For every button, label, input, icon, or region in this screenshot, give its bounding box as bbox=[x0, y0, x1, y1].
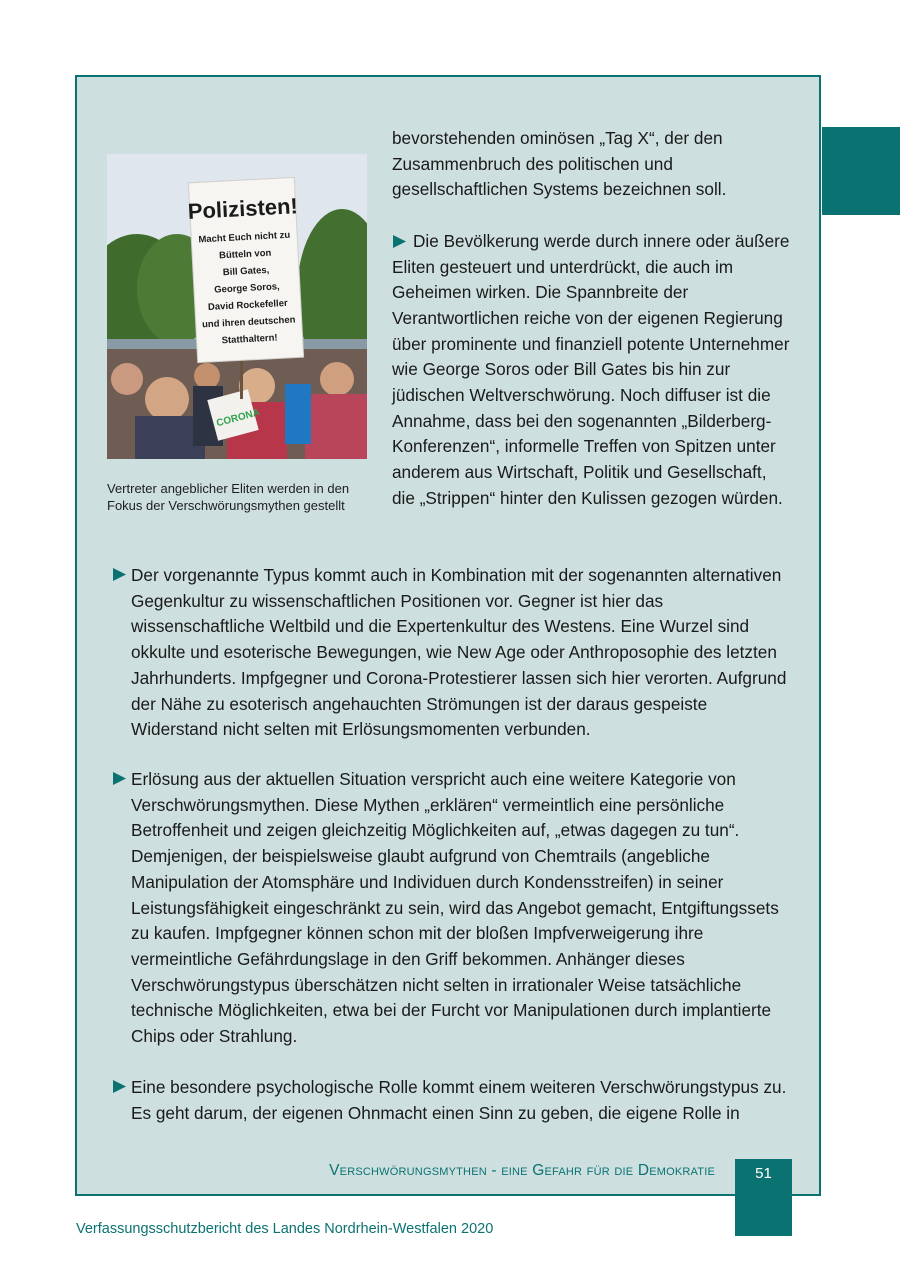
publication-title: Verfassungsschutzbericht des Landes Nordrhein-Westfalen 2020 bbox=[76, 1221, 494, 1237]
chapter-title: Verschwörungsmythen - eine Gefahr für die Demokratie bbox=[329, 1162, 715, 1179]
sign-line: David Rockefeller bbox=[207, 297, 288, 314]
protest-photo bbox=[107, 154, 367, 459]
bullet-text: Erlösung aus der aktuellen Situation verspricht auch eine weitere Kategorie von Verschwörungsmythen. Diese Mythen „erklären“ vermeintlich eine persönliche Betroffenheit und zeigen gleichzeitig Möglichkeiten auf, „etwas dagegen zu tun“. Demjenigen, der beispielsweise glaubt aufgrund von Chemtrails (angebliche Manipulation der Atomsphäre und Individuen durch Kondensstreifen) in seiner Leistungsfähigkeit eingeschränkt zu sein, wird das Angebot gemacht, Entgiftungssets zu kaufen. Impfgegner können schon mit der bloßen Impfverweigerung ihre vermeintliche Gefährdungslage in den Griff bekommen. Anhänger dieses Verschwörungstypus überschätzen nicht selten in irrationaler Weise tatsächliche technische Möglichkeiten, etwa bei der Furcht vor Manipulationen durch implantierte Chips oder Strahlung. bbox=[131, 769, 779, 1047]
bullet-item bbox=[108, 767, 798, 1050]
bullet-text: Der vorgenannte Typus kommt auch in Kombination mit der sogenannten alternativen Gegenkultur zu wissenschaftlichen Positionen vor. Gegner ist hier das wissenschaftliche Weltbild und die Expertenkultur des Westens. Eine Wurzel sind okkulte und esoterische Bewegungen, wie New Age oder Anthroposophie des letzten Jahrhunderts. Impfgegner und Corona-Protestierer lassen sich hier verorten. Aufgrund der Nähe zu esoterisch angehauchten Strömungen ist der daraus gespeiste Widerstand nicht selten mit Erlösungsmomenten verbunden. bbox=[131, 565, 787, 740]
bullet-text: Die Bevölkerung werde durch innere oder äußere Eliten gesteuert und unterdrückt, die auch im Geheimen wirken. Die Spannbreite der Verantwortlichen reiche von der eigenen Regierung über prominente und finanziell potente Unternehmer wie George Soros oder Bill Gates bis hin zur jüdischen Weltverschwörung. Noch diffuser ist die Annahme, dass bei den sogenannten „Bilderberg-Konferenzen“, informelle Treffen von Spitzen unter anderem aus Wirtschaft, Politik und Gesellschaft, die „Strippen“ hinter den Kulissen gezogen würden. bbox=[392, 230, 790, 508]
page-number: 51 bbox=[755, 1165, 772, 1182]
photo-caption: Vertreter angeblicher Eliten werden in den Fokus der Verschwörungsmythen gestellt bbox=[107, 481, 350, 513]
chapter-side-tab bbox=[822, 127, 900, 215]
bullet-text: Eine besondere psychologische Rolle kommt einem weiteren Verschwörungstypus zu. Es geht darum, der eigenen Ohnmacht einen Sinn zu geben, die eigene Rolle in bbox=[131, 1077, 787, 1123]
bullet-arrow-icon bbox=[392, 234, 407, 249]
bullet-paragraph bbox=[392, 229, 792, 512]
page-number-box bbox=[735, 1159, 792, 1236]
bullet-arrow-icon bbox=[112, 1079, 127, 1094]
sign-line: Bütteln von bbox=[218, 247, 272, 262]
bullet-arrow-icon bbox=[112, 771, 127, 786]
sign-line: Bill Gates, bbox=[222, 264, 270, 279]
bullet-arrow-icon bbox=[112, 567, 127, 582]
sign-line: George Soros, bbox=[213, 281, 280, 296]
bullet-item bbox=[108, 563, 798, 743]
paragraph: bevorstehenden ominösen „Tag X“, der den Zusammenbruch des politischen und gesellschaftlichen Systems bezeichnen soll. bbox=[392, 128, 727, 200]
protest-photo-image bbox=[107, 154, 367, 459]
right-column bbox=[392, 126, 792, 512]
sign-line: und ihren deutschen bbox=[201, 314, 296, 331]
sign-line: Macht Euch nicht zu bbox=[198, 229, 291, 246]
sign-title: Polizisten! bbox=[187, 193, 299, 224]
sign-line: Statthaltern! bbox=[221, 332, 278, 347]
bullet-item bbox=[108, 1075, 798, 1126]
corona-sign-text: CORONA bbox=[215, 407, 262, 430]
